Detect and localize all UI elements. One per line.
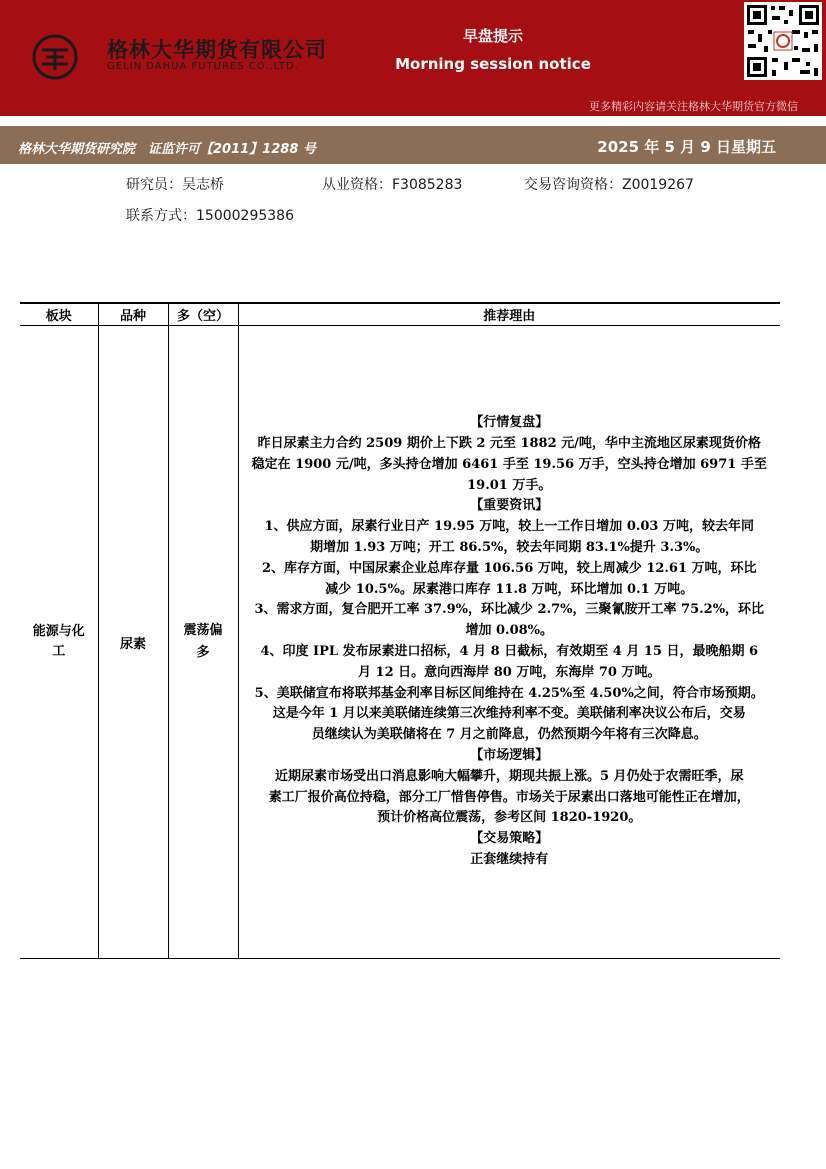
researcher-name: 研究员：吴志桥: [126, 177, 224, 193]
reason-line: 稳定在 1900 元/吨，多头持仓增加 6461 手至 19.56 万手，空头持仓增加 6971 手至: [251, 456, 767, 472]
reason-line: 5、美联储宣布将联邦基金利率目标区间维持在 4.25%至 4.50%之间，符合市场预期。: [254, 685, 764, 701]
product-value: 尿素: [119, 636, 146, 652]
reason-line: 员继续认为美联储将在 7 月之前降息，仍然预期今年将有三次降息。: [311, 727, 707, 743]
reason-line: 19.01 万手。: [467, 477, 552, 493]
company-logo-icon: [32, 34, 78, 80]
wechat-follow-note: 更多精彩内容请关注格林大华期货官方微信: [589, 100, 798, 113]
reason-line: 昨日尿素主力合约 2509 期价上下跌 2 元至 1882 元/吨，华中主流地区尿素现货价格: [257, 436, 761, 452]
reason-line: 月 12 日。意向西海岸 80 万吨，东海岸 70 万吨。: [358, 664, 661, 680]
info-bar: [0, 126, 826, 164]
reason-line: 期增加 1.93 万吨；开工 86.5%，较去年同期 83.1%提升 3.3%。: [310, 540, 709, 556]
reason-line: 减少 10.5%。尿素港口库存 11.8 万吨，环比增加 0.1 万吨。: [325, 581, 694, 597]
reason-line: 3、需求方面，复合肥开工率 37.9%，环比减少 2.7%，三聚氰胺开工率 75.2%，环比: [254, 602, 765, 618]
qualification-number: 从业资格：F3085283: [322, 177, 463, 193]
cell-reason: [238, 326, 780, 959]
table-header-row: [20, 303, 780, 326]
direction-value: 震荡偏多: [183, 623, 223, 660]
table-row: [20, 326, 780, 959]
company-name-en: GELIN DAHUA FUTURES CO.,LTD.: [107, 61, 299, 72]
contact-info: 联系方式：15000295386: [126, 208, 294, 224]
reason-line: 1、供应方面，尿素行业日产 19.95 万吨，较上一工作日增加 0.03 万吨，较去年同: [264, 519, 755, 535]
header-sector: 板块: [20, 303, 98, 326]
cell-sector: [20, 326, 98, 959]
header-product: 品种: [98, 303, 168, 326]
company-name-cn: 格林大华期货有限公司: [107, 38, 327, 62]
reason-line: 近期尿素市场受出口消息影响大幅攀升，期现共振上涨。5 月仍处于农需旺季，尿: [274, 768, 744, 784]
sector-value: 能源与化工: [32, 624, 85, 659]
reason-heading-strategy: 【交易策略】: [470, 831, 549, 847]
report-date: 2025 年 5 月 9 日星期五: [597, 138, 776, 156]
institute-license: 格林大华期货研究院 证监许可【2011】1288 号: [18, 142, 316, 157]
recommendation-table: [20, 302, 780, 959]
reason-heading-news: 【重要资讯】: [470, 498, 549, 514]
cell-direction: [168, 326, 238, 959]
qr-code-icon: [744, 2, 822, 80]
reason-line: 这是今年 1 月以来美联储连续第三次维持利率不变。美联储利率决议公布后，交易: [272, 706, 746, 722]
header-reason: 推荐理由: [238, 303, 780, 326]
report-title-cn: 早盘提示: [462, 27, 523, 45]
reason-line: 素工厂报价高位持稳，部分工厂惜售停售。市场关于尿素出口落地可能性正在增加，: [268, 789, 750, 805]
cell-product: [98, 326, 168, 959]
consulting-qualification: 交易咨询资格：Z0019267: [524, 177, 694, 193]
report-title-en: Morning session notice: [395, 55, 591, 73]
reason-line: 增加 0.08%。: [465, 623, 554, 639]
reason-line: 预计价格高位震荡，参考区间 1820-1920。: [377, 810, 642, 826]
reason-heading-review: 【行情复盘】: [470, 415, 549, 431]
header-banner: [0, 0, 826, 116]
reason-line: 正套继续持有: [470, 851, 549, 867]
reason-line: 2、库存方面，中国尿素企业总库存量 106.56 万吨，较上周减少 12.61 万吨，环比: [261, 560, 757, 576]
reason-heading-logic: 【市场逻辑】: [470, 747, 549, 763]
header-direction: 多（空）: [168, 303, 238, 326]
reason-line: 4、印度 IPL 发布尿素进口招标，4 月 8 日截标，有效期至 4 月 15 日，最晚船期 6: [260, 644, 759, 659]
